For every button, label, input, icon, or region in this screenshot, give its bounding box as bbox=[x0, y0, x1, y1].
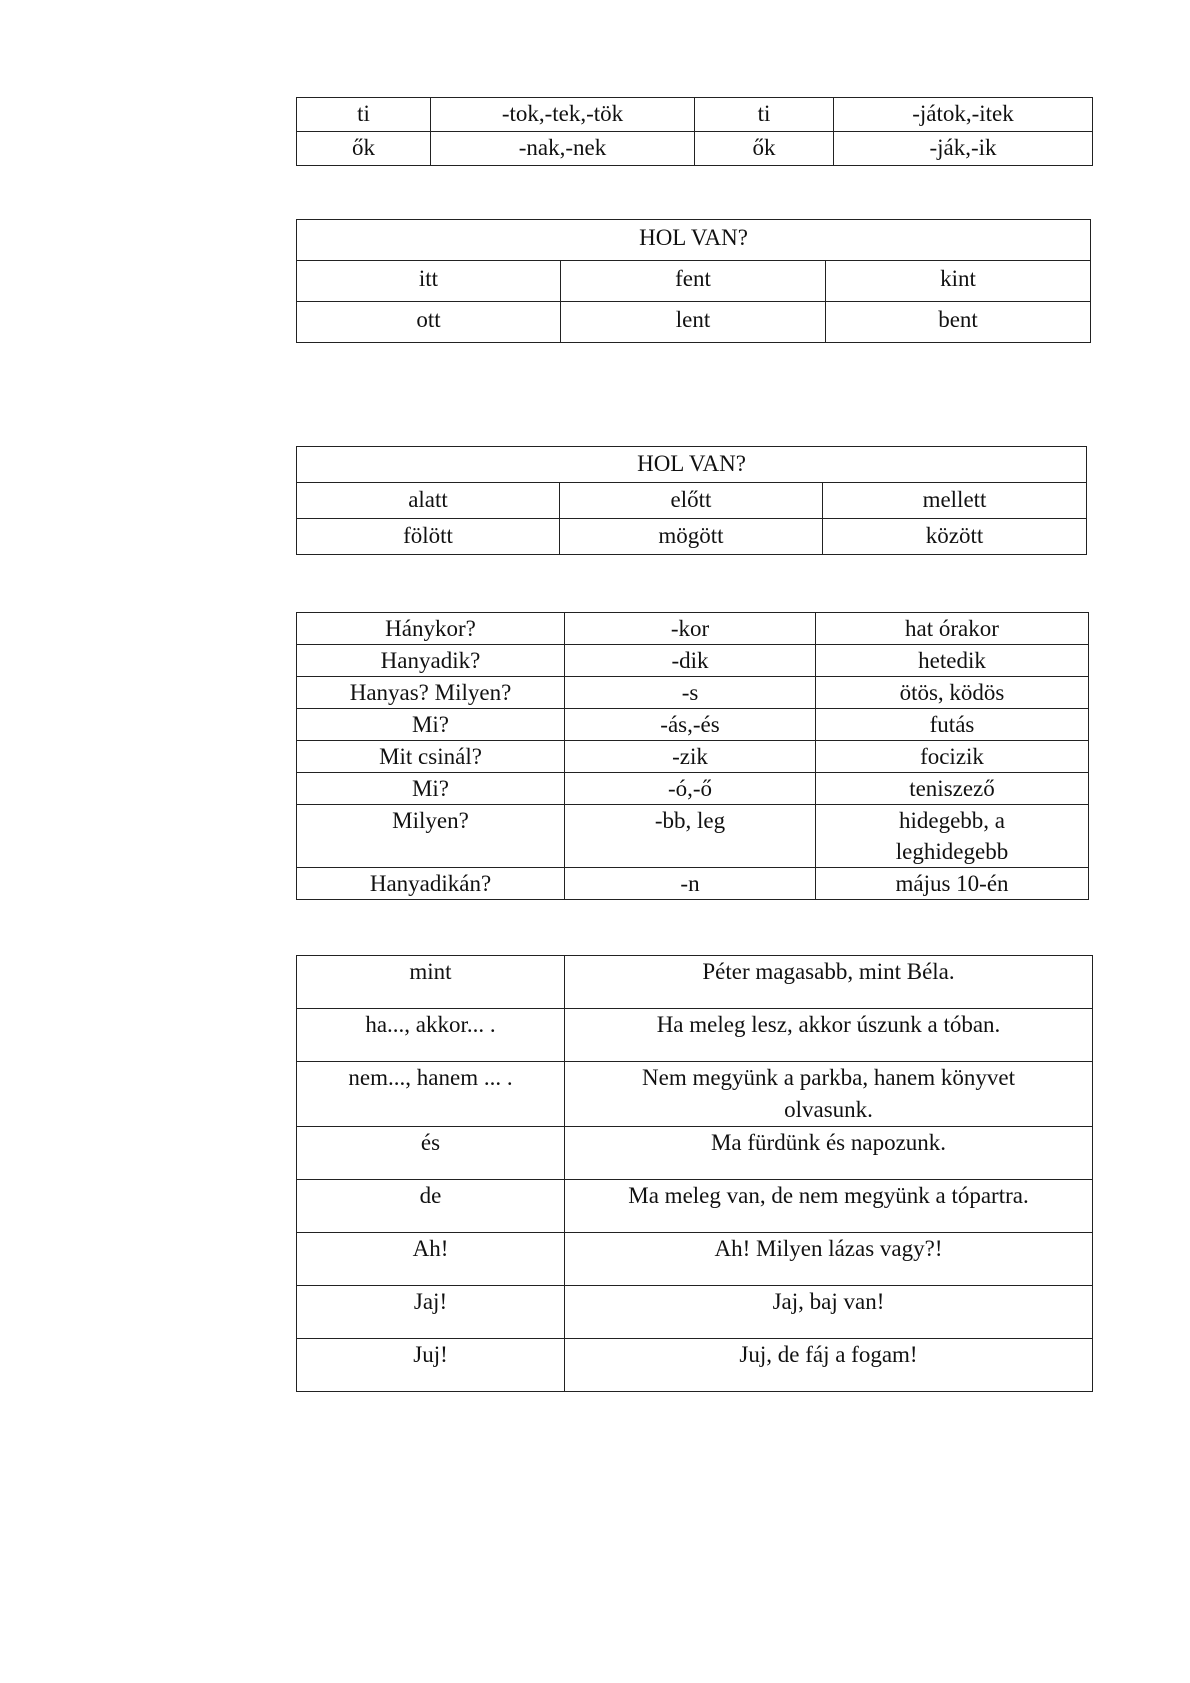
pronoun-cell: ti bbox=[695, 98, 834, 132]
table-row bbox=[297, 709, 1089, 741]
question-cell: Hanyadik? bbox=[297, 645, 565, 677]
example-sentence-cell: Juj, de fáj a fogam! bbox=[565, 1339, 1093, 1392]
suffix-cell: -játok,-itek bbox=[834, 98, 1093, 132]
table-cell: ott bbox=[297, 302, 561, 343]
table-cell: között bbox=[823, 519, 1087, 555]
table-row bbox=[297, 1062, 1093, 1127]
example-cell: hetedik bbox=[816, 645, 1089, 677]
example-cell: futás bbox=[816, 709, 1089, 741]
suffix-cell: -zik bbox=[565, 741, 816, 773]
suffix-cell: -kor bbox=[565, 613, 816, 645]
example-cell: focizik bbox=[816, 741, 1089, 773]
suffix-cell: -ják,-ik bbox=[834, 132, 1093, 166]
suffix-table bbox=[296, 97, 1093, 166]
table-row bbox=[297, 613, 1089, 645]
table-row bbox=[297, 98, 1093, 132]
example-cell: teniszező bbox=[816, 773, 1089, 805]
example-cell: ötös, ködös bbox=[816, 677, 1089, 709]
example-sentence-cell: Ma fürdünk és napozunk. bbox=[565, 1127, 1093, 1180]
suffix-cell: -ás,-és bbox=[565, 709, 816, 741]
example-sentence-cell: Péter magasabb, mint Béla. bbox=[565, 956, 1093, 1009]
table-row bbox=[297, 261, 1091, 302]
conjunction-cell: Jaj! bbox=[297, 1286, 565, 1339]
suffix-cell: -n bbox=[565, 868, 816, 900]
conjunction-cell: és bbox=[297, 1127, 565, 1180]
suffix-cell: -dik bbox=[565, 645, 816, 677]
table-row bbox=[297, 773, 1089, 805]
example-cell: hidegebb, a leghidegebb bbox=[816, 805, 1089, 868]
table-row bbox=[297, 645, 1089, 677]
table-row bbox=[297, 1339, 1093, 1392]
example-cell: hat órakor bbox=[816, 613, 1089, 645]
example-sentence-cell: Ma meleg van, de nem megyünk a tópartra. bbox=[565, 1180, 1093, 1233]
table-row bbox=[297, 1180, 1093, 1233]
table-cell: mellett bbox=[823, 483, 1087, 519]
table-cell: lent bbox=[561, 302, 826, 343]
table-title: HOL VAN? bbox=[297, 220, 1091, 261]
table-row bbox=[297, 741, 1089, 773]
hol-van-table-postpositions bbox=[296, 446, 1087, 555]
table-row bbox=[297, 1009, 1093, 1062]
question-suffix-table bbox=[296, 612, 1089, 900]
table-cell: alatt bbox=[297, 483, 560, 519]
hol-van-table-adverbs bbox=[296, 219, 1091, 343]
table-cell: bent bbox=[826, 302, 1091, 343]
pronoun-cell: ők bbox=[297, 132, 431, 166]
table-row bbox=[297, 1286, 1093, 1339]
question-cell: Mi? bbox=[297, 773, 565, 805]
table-cell: előtt bbox=[560, 483, 823, 519]
example-cell: május 10-én bbox=[816, 868, 1089, 900]
example-sentence-cell: Jaj, baj van! bbox=[565, 1286, 1093, 1339]
conjunction-cell: ha..., akkor... . bbox=[297, 1009, 565, 1062]
table-row bbox=[297, 1233, 1093, 1286]
question-cell: Milyen? bbox=[297, 805, 565, 868]
suffix-cell: -nak,-nek bbox=[431, 132, 695, 166]
table-row bbox=[297, 1127, 1093, 1180]
question-cell: Mit csinál? bbox=[297, 741, 565, 773]
table-cell: kint bbox=[826, 261, 1091, 302]
example-sentence-cell: Ah! Milyen lázas vagy?! bbox=[565, 1233, 1093, 1286]
table-cell: fent bbox=[561, 261, 826, 302]
table-header-row bbox=[297, 220, 1091, 261]
question-cell: Hanyadikán? bbox=[297, 868, 565, 900]
conjunction-cell: Ah! bbox=[297, 1233, 565, 1286]
table-cell: itt bbox=[297, 261, 561, 302]
example-sentence-cell: Nem megyünk a parkba, hanem könyvet olvasunk. bbox=[565, 1062, 1093, 1127]
table-row bbox=[297, 956, 1093, 1009]
table-header-row bbox=[297, 447, 1087, 483]
suffix-cell: -s bbox=[565, 677, 816, 709]
table-cell: mögött bbox=[560, 519, 823, 555]
example-sentence-cell: Ha meleg lesz, akkor úszunk a tóban. bbox=[565, 1009, 1093, 1062]
suffix-cell: -tok,-tek,-tök bbox=[431, 98, 695, 132]
conjunction-cell: Juj! bbox=[297, 1339, 565, 1392]
suffix-cell: -ó,-ő bbox=[565, 773, 816, 805]
table-row bbox=[297, 868, 1089, 900]
table-cell: fölött bbox=[297, 519, 560, 555]
question-cell: Hanyas? Milyen? bbox=[297, 677, 565, 709]
conjunction-cell: nem..., hanem ... . bbox=[297, 1062, 565, 1127]
conjunction-table bbox=[296, 955, 1093, 1392]
suffix-cell: -bb, leg bbox=[565, 805, 816, 868]
conjunction-cell: de bbox=[297, 1180, 565, 1233]
table-row bbox=[297, 132, 1093, 166]
table-row bbox=[297, 519, 1087, 555]
table-row bbox=[297, 677, 1089, 709]
pronoun-cell: ti bbox=[297, 98, 431, 132]
question-cell: Hánykor? bbox=[297, 613, 565, 645]
pronoun-cell: ők bbox=[695, 132, 834, 166]
table-title: HOL VAN? bbox=[297, 447, 1087, 483]
table-row bbox=[297, 302, 1091, 343]
table-row bbox=[297, 805, 1089, 868]
conjunction-cell: mint bbox=[297, 956, 565, 1009]
question-cell: Mi? bbox=[297, 709, 565, 741]
table-row bbox=[297, 483, 1087, 519]
